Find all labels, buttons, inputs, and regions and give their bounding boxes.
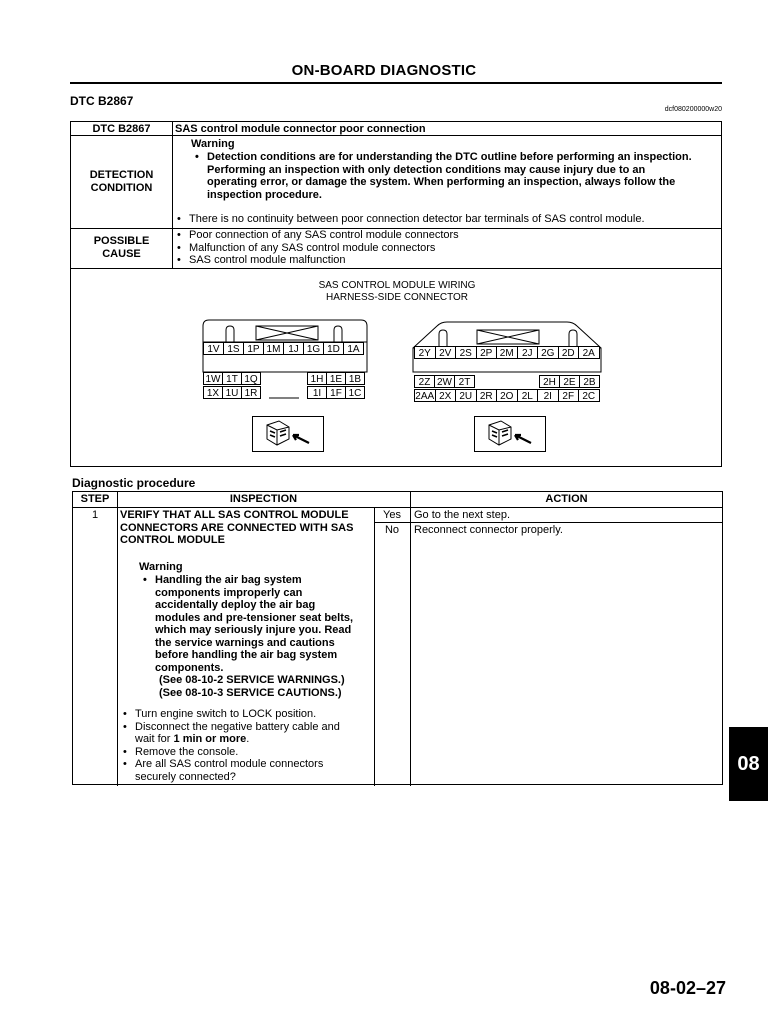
connector-pin: 2X bbox=[435, 389, 457, 402]
connector-pin: 2C bbox=[578, 389, 600, 402]
diagnostic-table bbox=[72, 491, 723, 785]
connector-pin: 2B bbox=[579, 375, 600, 388]
yes-action: Go to the next step. bbox=[414, 509, 511, 521]
connector-pin: 1E bbox=[326, 372, 346, 385]
connector-view-box-left bbox=[252, 416, 324, 452]
connector-pin: 2AA bbox=[415, 391, 435, 402]
connector-caption: SAS CONTROL MODULE WIRING HARNESS-SIDE CONNECTOR bbox=[318, 280, 476, 303]
connector-pin: 2T bbox=[454, 375, 475, 388]
connector-pin: 1U bbox=[222, 386, 242, 399]
connector-pin: 1V bbox=[203, 342, 224, 355]
dtc-code-cell: DTC B2867 bbox=[92, 123, 151, 135]
connector-pin: 1F bbox=[326, 386, 346, 399]
connector-pin: 2W bbox=[434, 375, 455, 388]
detection-label: DETECTION CONDITION bbox=[89, 169, 154, 194]
connector-pin: 2J bbox=[517, 346, 539, 359]
connector-pin: 1Q bbox=[241, 372, 261, 385]
connector-pin: 2L bbox=[517, 389, 539, 402]
diagnostic-heading: Diagnostic procedure bbox=[72, 476, 196, 490]
connector-pin: 1M bbox=[263, 342, 284, 355]
connector-pin: 2Z bbox=[414, 375, 435, 388]
no-label: No bbox=[384, 524, 400, 536]
connector-pin: 1T bbox=[222, 372, 242, 385]
connector-pin: 1G bbox=[303, 342, 324, 355]
dtc-table bbox=[70, 121, 722, 467]
section-heading: DTC B2867 bbox=[70, 94, 134, 108]
cause-item: • Poor connection of any SAS control module connectors bbox=[175, 229, 459, 242]
dtc-description-cell: SAS control module connector poor connection bbox=[175, 123, 426, 135]
cause-item: • SAS control module malfunction bbox=[175, 254, 459, 267]
title-rule bbox=[70, 82, 722, 84]
cause-list bbox=[175, 229, 459, 267]
warning-block: • Detection conditions are for understanding the DTC outline before performing an inspection. Performing an inspection with only detection conditions may cause injury due to an operating error, or damage the system. When performing an inspection, always follow the inspection procedure. bbox=[195, 151, 692, 201]
step-title: VERIFY THAT ALL SAS CONTROL MODULE CONNECTORS ARE CONNECTED WITH SAS CONTROL MODULE bbox=[120, 509, 354, 546]
connector-pin: 2I bbox=[537, 389, 559, 402]
col-inspection-header: INSPECTION bbox=[229, 493, 298, 505]
no-action: Reconnect connector properly. bbox=[414, 524, 563, 536]
page-number: 08-02–27 bbox=[649, 978, 726, 998]
connector-pin: 2P bbox=[476, 346, 498, 359]
connector-pin: 1X bbox=[203, 386, 223, 399]
connector-view-box-right bbox=[474, 416, 546, 452]
connector-pin: 2H bbox=[539, 375, 560, 388]
warning-title: Warning bbox=[191, 138, 235, 150]
connector-pin: 2F bbox=[558, 389, 580, 402]
inspection-warning-text: • Handling the air bag system components improperly can accidentally deploy the air bag modules and pre-tensioner seat belts, which may seriously injure you. Read the service warnings and cautions before handling the air bag system components. (See 08-10-2 SERVICE WARNINGS.) (See 08-10-3 SERVICE CAUTIONS.) bbox=[143, 574, 354, 699]
connector-pin: 2G bbox=[537, 346, 559, 359]
connector-pin: 1W bbox=[203, 372, 223, 385]
page-title: ON-BOARD DIAGNOSTIC bbox=[291, 62, 477, 79]
possible-cause-label: POSSIBLE CAUSE bbox=[93, 235, 150, 260]
connector-pin: 1C bbox=[345, 386, 365, 399]
connector-pin: 2M bbox=[496, 346, 518, 359]
connector-pin: 2A bbox=[578, 346, 600, 359]
connector-view-icon bbox=[253, 417, 323, 451]
col-step-header: STEP bbox=[80, 493, 110, 505]
connector-pin: 1S bbox=[223, 342, 244, 355]
step-number: 1 bbox=[91, 509, 99, 521]
connector-pin: 2S bbox=[455, 346, 477, 359]
inspection-warning-title: Warning bbox=[139, 561, 183, 573]
connector-pin: 2R bbox=[476, 389, 498, 402]
connector-pin: 2V bbox=[435, 346, 457, 359]
connector-view-icon bbox=[475, 417, 545, 451]
yes-label: Yes bbox=[383, 509, 401, 521]
connector-pin: 2U bbox=[455, 389, 477, 402]
detection-bullet: • There is no continuity between poor connection detector bar terminals of SAS control module. bbox=[177, 213, 645, 225]
inspection-steps: • Turn engine switch to LOCK position. • Disconnect the negative battery cable and wait for 1 min or more. • Remove the console. • Are all SAS control module connectors securely connected? bbox=[123, 708, 340, 783]
connector-pin: 1A bbox=[343, 342, 364, 355]
connector-pin: 1R bbox=[241, 386, 261, 399]
connector-pin: 2Y bbox=[414, 346, 436, 359]
connector-pin: 2D bbox=[558, 346, 580, 359]
doc-code: dcf080200000w20 bbox=[664, 106, 722, 113]
col-action-header: ACTION bbox=[545, 493, 588, 505]
cause-item: • Malfunction of any SAS control module connectors bbox=[175, 242, 459, 255]
connector-pin: 1B bbox=[345, 372, 365, 385]
connector-pin: 1P bbox=[243, 342, 264, 355]
connector-pin: 2O bbox=[496, 389, 518, 402]
connector-pin: 1J bbox=[283, 342, 304, 355]
connector-pin: 1H bbox=[307, 372, 327, 385]
connector-pin: 2E bbox=[559, 375, 580, 388]
connector-pin: 1I bbox=[307, 386, 327, 399]
connector-pin: 1D bbox=[323, 342, 344, 355]
section-tab: 08 bbox=[729, 727, 768, 801]
